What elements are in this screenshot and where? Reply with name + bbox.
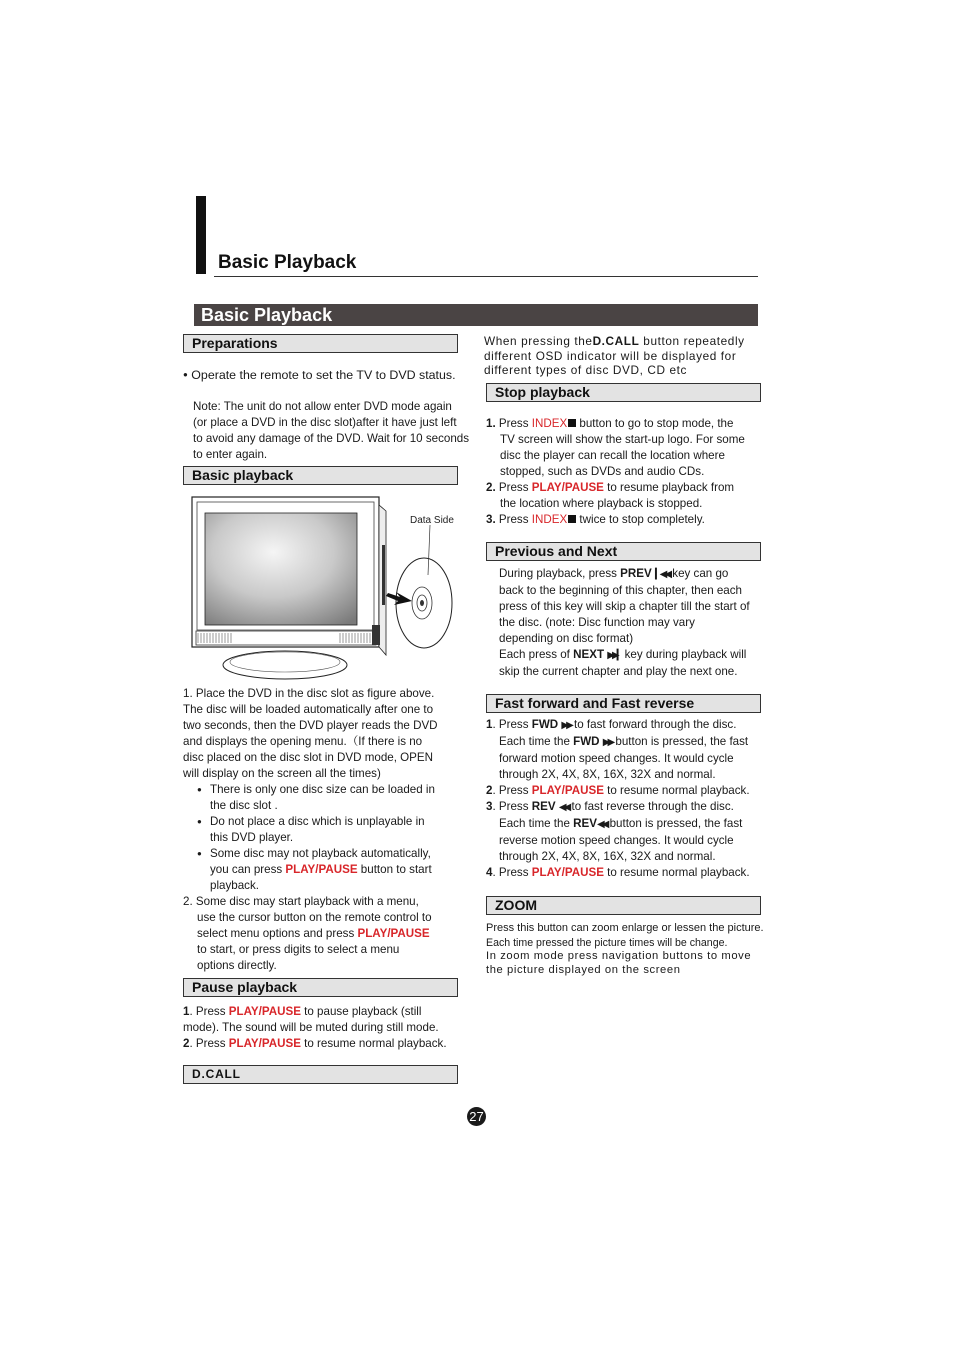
step-text: reverse motion speed changes. It would cycle xyxy=(499,834,734,847)
page-number: 27 xyxy=(467,1107,486,1126)
step-text: . Press xyxy=(189,1005,229,1018)
step-text: Press xyxy=(495,417,532,430)
step-line: disc placed on the disc slot in DVD mode, OPEN xyxy=(183,751,434,764)
step-number: 2 xyxy=(183,1037,190,1050)
play-pause-key: PLAY/PAUSE xyxy=(531,784,604,797)
pause-playback-heading: Pause playback xyxy=(183,978,458,997)
step-number: 1 xyxy=(486,718,493,731)
step-text: to resume normal playback. xyxy=(300,1037,447,1050)
prev-next-line: depending on disc format) xyxy=(499,632,634,645)
basic-bullet-1 xyxy=(210,782,435,814)
bullet-line: Do not place a disc which is unplayable in xyxy=(210,815,425,828)
play-pause-key: PLAY/PAUSE xyxy=(357,927,430,940)
preparations-note xyxy=(193,399,469,463)
step-text: . Press xyxy=(492,800,532,813)
prev-next-line: key during playback will xyxy=(624,648,747,661)
basic-bullet-2 xyxy=(210,814,425,846)
step-text: Each time the xyxy=(499,817,574,830)
zoom-line-4: the picture displayed on the screen xyxy=(486,964,681,976)
step-text: disc the player can recall the location where xyxy=(500,449,725,462)
step-text: forward motion speed changes. It would cycle xyxy=(499,752,734,765)
next-key: NEXT xyxy=(573,648,605,661)
bullet-line: this DVD player. xyxy=(210,831,294,844)
prev-next-line: back to the beginning of this chapter, then each xyxy=(499,584,742,597)
zoom-heading: ZOOM xyxy=(486,896,761,915)
step-text: Press xyxy=(495,481,532,494)
preparations-bullet-text: Operate the remote to set the TV to DVD status. xyxy=(191,368,456,382)
step-text: button is pressed, the fast xyxy=(615,735,749,748)
ff-fr-text xyxy=(486,717,750,881)
step-line: 2. Some disc may start playback with a menu, xyxy=(183,895,419,908)
header-tab-bar xyxy=(196,196,206,274)
step-text: to resume normal playback. xyxy=(603,784,750,797)
preparations-heading: Preparations xyxy=(183,334,458,353)
tv-stand xyxy=(223,651,347,679)
step-text: Each time the xyxy=(499,735,574,748)
fast-forward-icon: ▶▶ xyxy=(602,737,613,748)
title-rule xyxy=(214,276,758,277)
step-text: twice to stop completely. xyxy=(576,513,705,526)
fast-reverse-icon: ◀◀ xyxy=(558,802,569,813)
basic-step2 xyxy=(183,894,432,974)
ff-fr-heading: Fast forward and Fast reverse xyxy=(486,694,761,713)
skip-forward-icon: ▶▶▎ xyxy=(607,650,622,661)
step-line: use the cursor button on the remote control to xyxy=(197,911,432,924)
bullet-line: There is only one disc size can be loaded in xyxy=(210,783,435,796)
step-text: Press xyxy=(495,513,532,526)
dcall-heading: D.CALL xyxy=(183,1065,458,1084)
step-line: options directly. xyxy=(197,959,277,972)
rev-key: REV xyxy=(573,817,597,830)
prev-next-line: the disc. (note: Disc function may vary xyxy=(499,616,695,629)
fwd-key: FWD xyxy=(573,735,600,748)
play-pause-key: PLAY/PAUSE xyxy=(228,1037,301,1050)
dcall-key: D.CALL xyxy=(592,334,640,348)
step-number: 4 xyxy=(486,866,493,879)
rev-key: REV xyxy=(531,800,556,813)
step-text: the location where playback is stopped. xyxy=(500,497,703,510)
dcall-line: button repeatedly xyxy=(639,334,745,348)
prev-next-heading: Previous and Next xyxy=(486,542,761,561)
dcall-line: When pressing the xyxy=(484,334,593,348)
section-banner: Basic Playback xyxy=(194,304,758,326)
play-pause-key: PLAY/PAUSE xyxy=(531,481,604,494)
stop-playback-heading: Stop playback xyxy=(486,383,761,402)
figure-label: Data Side xyxy=(410,515,454,526)
step-text: to resume normal playback. xyxy=(603,866,750,879)
dcall-line: different OSD indicator will be displayed for xyxy=(484,348,737,363)
prev-next-line: key can go xyxy=(672,567,729,580)
bullet-line: you can press xyxy=(210,863,286,876)
note-line: Note: The unit do not allow enter DVD mode again xyxy=(193,400,452,413)
bullet-line: Some disc may not playback automatically, xyxy=(210,847,431,860)
stop-icon xyxy=(568,515,576,523)
step-text: to fast forward through the disc. xyxy=(574,718,737,731)
step-number: 1. xyxy=(486,417,496,430)
zoom-line-2: Each time pressed the picture times will be change. xyxy=(486,937,728,949)
stop-icon xyxy=(568,419,576,427)
basic-step1 xyxy=(183,686,438,782)
step-text: through 2X, 4X, 8X, 16X, 32X and normal. xyxy=(499,850,716,863)
step-text: TV screen will show the start-up logo. For some xyxy=(500,433,745,446)
step-text: . Press xyxy=(492,784,532,797)
step-text: . Press xyxy=(189,1037,229,1050)
prev-next-line: During playback, press xyxy=(499,567,621,580)
step-number: 1 xyxy=(183,1005,190,1018)
bullet-line: button to start xyxy=(357,863,432,876)
index-key: INDEX xyxy=(531,513,568,526)
note-line: to avoid any damage of the DVD. Wait for 10 seconds xyxy=(193,432,470,445)
step-text: mode). The sound will be muted during still mode. xyxy=(183,1021,439,1034)
zoom-line-1: Press this button can zoom enlarge or lessen the picture. xyxy=(486,922,764,934)
step-number: 2. xyxy=(486,481,496,494)
play-pause-key: PLAY/PAUSE xyxy=(228,1005,301,1018)
step-number: 3. xyxy=(486,513,496,526)
prev-next-line: Each press of xyxy=(499,648,574,661)
prev-next-line: skip the current chapter and play the next one. xyxy=(499,665,738,678)
index-key: INDEX xyxy=(531,417,568,430)
fast-reverse-icon: ◀◀ xyxy=(596,819,607,830)
play-pause-key: PLAY/PAUSE xyxy=(285,863,358,876)
step-text: to pause playback (still xyxy=(300,1005,422,1018)
step-text: to resume playback from xyxy=(603,481,735,494)
note-line: (or place a DVD in the disc slot)after it have just left xyxy=(193,416,457,429)
dcall-text xyxy=(484,334,745,378)
pause-playback-text xyxy=(183,1004,447,1052)
dcall-line: different types of disc DVD, CD etc xyxy=(484,363,688,377)
fwd-key: FWD xyxy=(531,718,559,731)
basic-bullet-3 xyxy=(210,846,432,894)
step-text: to fast reverse through the disc. xyxy=(571,800,734,813)
skip-back-icon: ▎◀◀ xyxy=(654,569,670,580)
step-line: to start, or press digits to select a menu xyxy=(197,943,400,956)
step-text: button is pressed, the fast xyxy=(609,817,743,830)
play-pause-key: PLAY/PAUSE xyxy=(531,866,604,879)
step-text: stopped, such as DVDs and audio CDs. xyxy=(500,465,705,478)
step-line: and displays the opening menu.（If there is no xyxy=(183,735,423,748)
step-number: 3 xyxy=(486,800,493,813)
preparations-bullet xyxy=(183,367,456,383)
step-line: select menu options and press xyxy=(197,927,358,940)
tv-screen xyxy=(205,513,357,625)
note-line: to enter again. xyxy=(193,448,268,461)
step-text: through 2X, 4X, 8X, 16X, 32X and normal. xyxy=(499,768,716,781)
prev-next-text xyxy=(499,566,750,680)
stop-playback-text xyxy=(486,416,745,528)
step-line: The disc will be loaded automatically after one to xyxy=(183,703,434,716)
basic-playback-heading: Basic playback xyxy=(183,466,458,485)
step-line: will display on the screen all the times) xyxy=(183,767,381,780)
step-text: . Press xyxy=(492,718,532,731)
bullet-line: the disc slot . xyxy=(210,799,278,812)
step-text: button to go to stop mode, the xyxy=(576,417,734,430)
prev-next-line: press of this key will skip a chapter till the start of xyxy=(499,600,750,613)
page-title: Basic Playback xyxy=(218,252,357,273)
zoom-line-3: In zoom mode press navigation buttons to move xyxy=(486,950,752,962)
step-text: . Press xyxy=(492,866,532,879)
bullet-icon: ● xyxy=(183,370,188,379)
step-line: two seconds, then the DVD player reads the DVD xyxy=(183,719,438,732)
step-number: 2 xyxy=(486,784,493,797)
step-line: 1. Place the DVD in the disc slot as figure above. xyxy=(183,687,435,700)
prev-key: PREV xyxy=(620,567,652,580)
bullet-line: playback. xyxy=(210,879,259,892)
fast-forward-icon: ▶▶ xyxy=(561,720,571,731)
